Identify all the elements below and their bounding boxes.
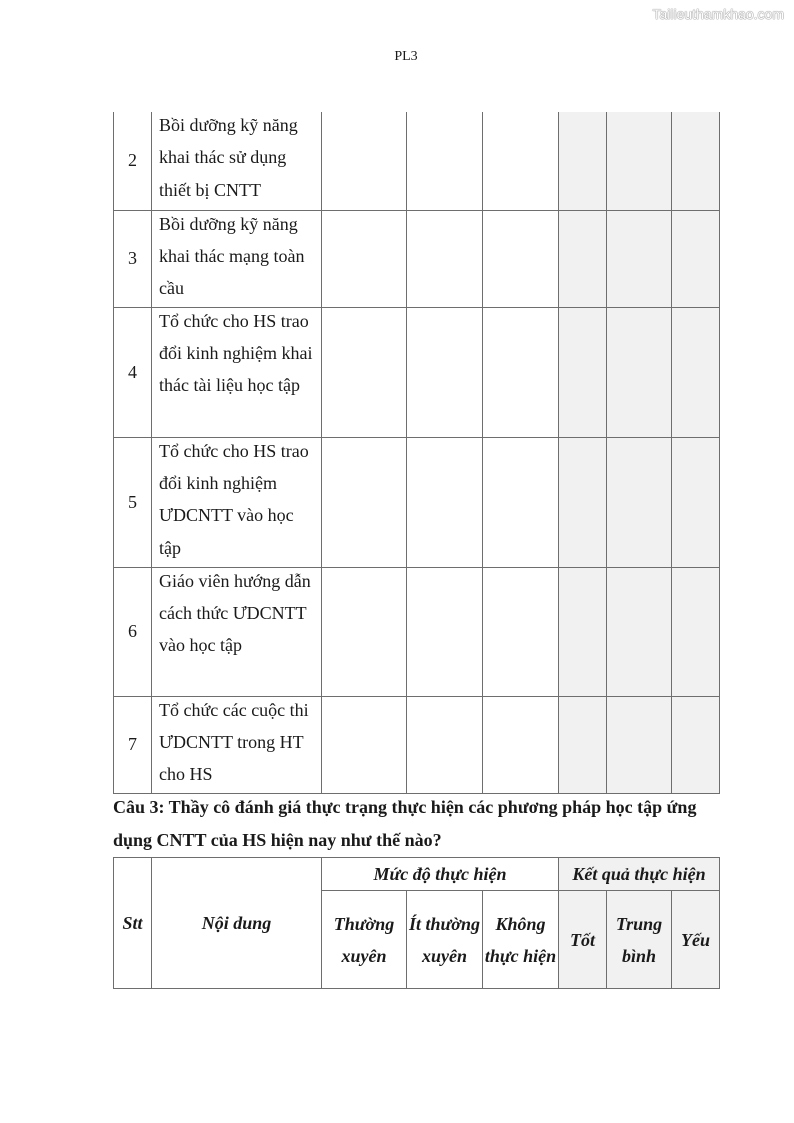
cell-yeu: [672, 307, 720, 437]
cell-thuong-xuyen: [322, 210, 407, 307]
cell-it-thuong-xuyen: [407, 210, 483, 307]
header-khong-thuc-hien: Không thực hiện: [483, 891, 559, 989]
cell-tot: [559, 437, 607, 567]
row-content: Bồi dưỡng kỹ năng khai thác sử dụng thiết bị CNTT: [152, 112, 322, 210]
cell-yeu: [672, 696, 720, 793]
cell-khong-thuc-hien: [483, 112, 559, 210]
cell-khong-thuc-hien: [483, 437, 559, 567]
row-content: Bồi dưỡng kỹ năng khai thác mạng toàn cầu: [152, 210, 322, 307]
cell-yeu: [672, 112, 720, 210]
cell-khong-thuc-hien: [483, 307, 559, 437]
cell-it-thuong-xuyen: [407, 437, 483, 567]
table-row: [114, 696, 720, 793]
cell-trung-binh: [607, 112, 672, 210]
table-row: [114, 307, 720, 437]
cell-trung-binh: [607, 696, 672, 793]
row-content: Tổ chức cho HS trao đổi kinh nghiệm khai thác tài liệu học tập: [152, 307, 322, 437]
header-thuong-xuyen: Thường xuyên: [322, 891, 407, 989]
header-yeu: Yếu: [672, 891, 720, 989]
row-stt: 2: [114, 112, 152, 210]
cell-khong-thuc-hien: [483, 696, 559, 793]
cell-it-thuong-xuyen: [407, 112, 483, 210]
row-content: Tổ chức cho HS trao đổi kinh nghiệm ƯDCNTT vào học tập: [152, 437, 322, 567]
header-noi-dung: Nội dung: [152, 858, 322, 989]
row-content: Giáo viên hướng dẫn cách thức ƯDCNTT vào học tập: [152, 567, 322, 696]
table-header-row: [114, 858, 720, 891]
cell-tot: [559, 307, 607, 437]
cell-it-thuong-xuyen: [407, 696, 483, 793]
table-row: [114, 567, 720, 696]
header-trung-binh: Trung bình: [607, 891, 672, 989]
cell-khong-thuc-hien: [483, 567, 559, 696]
cell-thuong-xuyen: [322, 112, 407, 210]
row-stt: 7: [114, 696, 152, 793]
row-content: Tổ chức các cuộc thi ƯDCNTT trong HT cho HS: [152, 696, 322, 793]
table-row: [114, 112, 720, 210]
page-number: PL3: [394, 49, 418, 64]
question3-table: [113, 857, 720, 989]
cell-thuong-xuyen: [322, 307, 407, 437]
cell-tot: [559, 696, 607, 793]
cell-yeu: [672, 567, 720, 696]
row-stt: 4: [114, 307, 152, 437]
cell-trung-binh: [607, 307, 672, 437]
row-stt: 6: [114, 567, 152, 696]
cell-yeu: [672, 210, 720, 307]
question2-table-continued: [113, 112, 720, 794]
cell-thuong-xuyen: [322, 567, 407, 696]
watermark: Tailieuthamkhao.com: [652, 6, 784, 22]
cell-it-thuong-xuyen: [407, 567, 483, 696]
header-ket-qua-thuc-hien: Kết quả thực hiện: [559, 858, 720, 891]
cell-it-thuong-xuyen: [407, 307, 483, 437]
cell-tot: [559, 112, 607, 210]
row-stt: 3: [114, 210, 152, 307]
cell-tot: [559, 210, 607, 307]
cell-yeu: [672, 437, 720, 567]
cell-khong-thuc-hien: [483, 210, 559, 307]
table-row: [114, 437, 720, 567]
header-stt: Stt: [114, 858, 152, 989]
header-muc-do-thuc-hien: Mức độ thực hiện: [322, 858, 559, 891]
question-3-heading: Câu 3: Thầy cô đánh giá thực trạng thực hiện các phương pháp học tập ứng dụng CNTT của HS hiện nay như thế nào?: [113, 797, 697, 850]
cell-tot: [559, 567, 607, 696]
header-it-thuong-xuyen: Ít thường xuyên: [407, 891, 483, 989]
cell-trung-binh: [607, 210, 672, 307]
cell-thuong-xuyen: [322, 437, 407, 567]
header-tot: Tốt: [559, 891, 607, 989]
cell-trung-binh: [607, 567, 672, 696]
cell-trung-binh: [607, 437, 672, 567]
table-row: [114, 210, 720, 307]
cell-thuong-xuyen: [322, 696, 407, 793]
row-stt: 5: [114, 437, 152, 567]
